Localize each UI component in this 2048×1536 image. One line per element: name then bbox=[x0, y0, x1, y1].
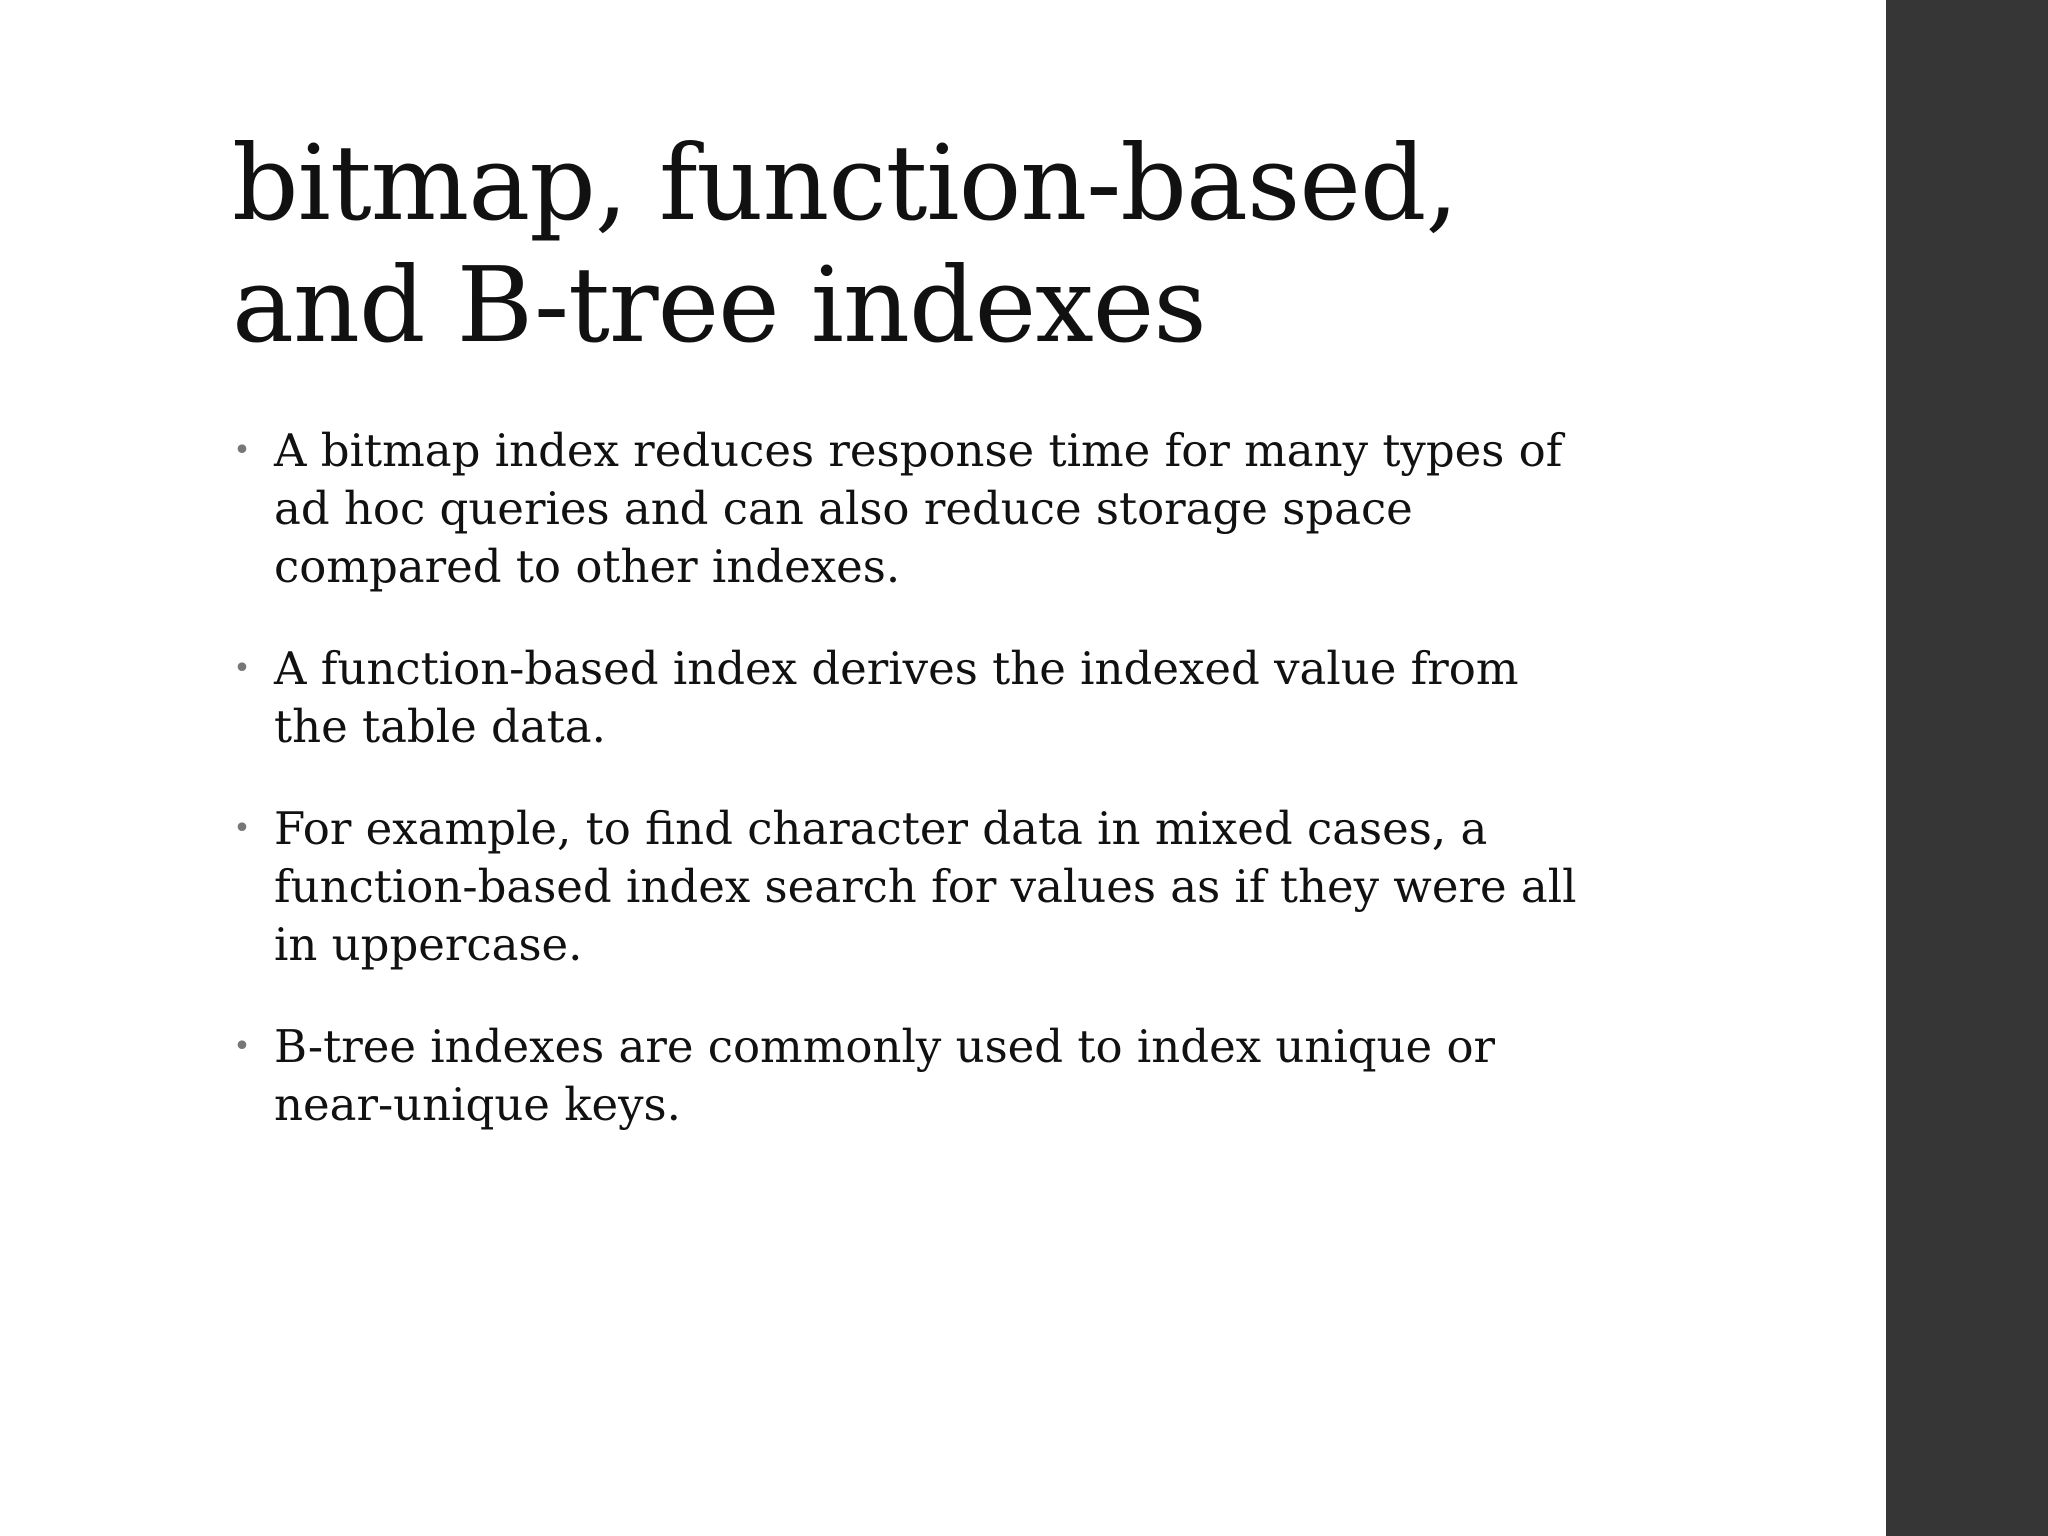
bullet-icon: • bbox=[233, 651, 251, 686]
bullet-icon: • bbox=[233, 1029, 251, 1064]
bullet-icon: • bbox=[233, 433, 251, 468]
bullet-list bbox=[232, 422, 1672, 1178]
bullet-text-line: function-based index search for values as if they were all bbox=[274, 860, 1577, 913]
bullet-text-line: A bitmap index reduces response time for many types of bbox=[274, 424, 1563, 477]
bullet-item bbox=[232, 800, 1672, 974]
bullet-icon: • bbox=[233, 811, 251, 846]
slide-title-line: bitmap, function-based, bbox=[232, 122, 1458, 244]
slide-title-line: and B-tree indexes bbox=[232, 244, 1206, 366]
bullet-text-line: near-unique keys. bbox=[274, 1078, 681, 1131]
bullet-text-line: the table data. bbox=[274, 700, 606, 753]
decorative-side-bar bbox=[1886, 0, 2048, 1536]
bullet-item bbox=[232, 1018, 1672, 1134]
bullet-item bbox=[232, 640, 1672, 756]
bullet-text-line: compared to other indexes. bbox=[274, 540, 901, 593]
bullet-text-line: B-tree indexes are commonly used to index unique or bbox=[274, 1020, 1496, 1073]
bullet-item bbox=[232, 422, 1672, 596]
slide-title bbox=[232, 122, 1792, 366]
bullet-text-line: in uppercase. bbox=[274, 918, 583, 971]
bullet-text-line: A function-based index derives the indexed value from bbox=[274, 642, 1519, 695]
bullet-text-line: ad hoc queries and can also reduce storage space bbox=[274, 482, 1413, 535]
bullet-text-line: For example, to find character data in mixed cases, a bbox=[274, 802, 1488, 855]
